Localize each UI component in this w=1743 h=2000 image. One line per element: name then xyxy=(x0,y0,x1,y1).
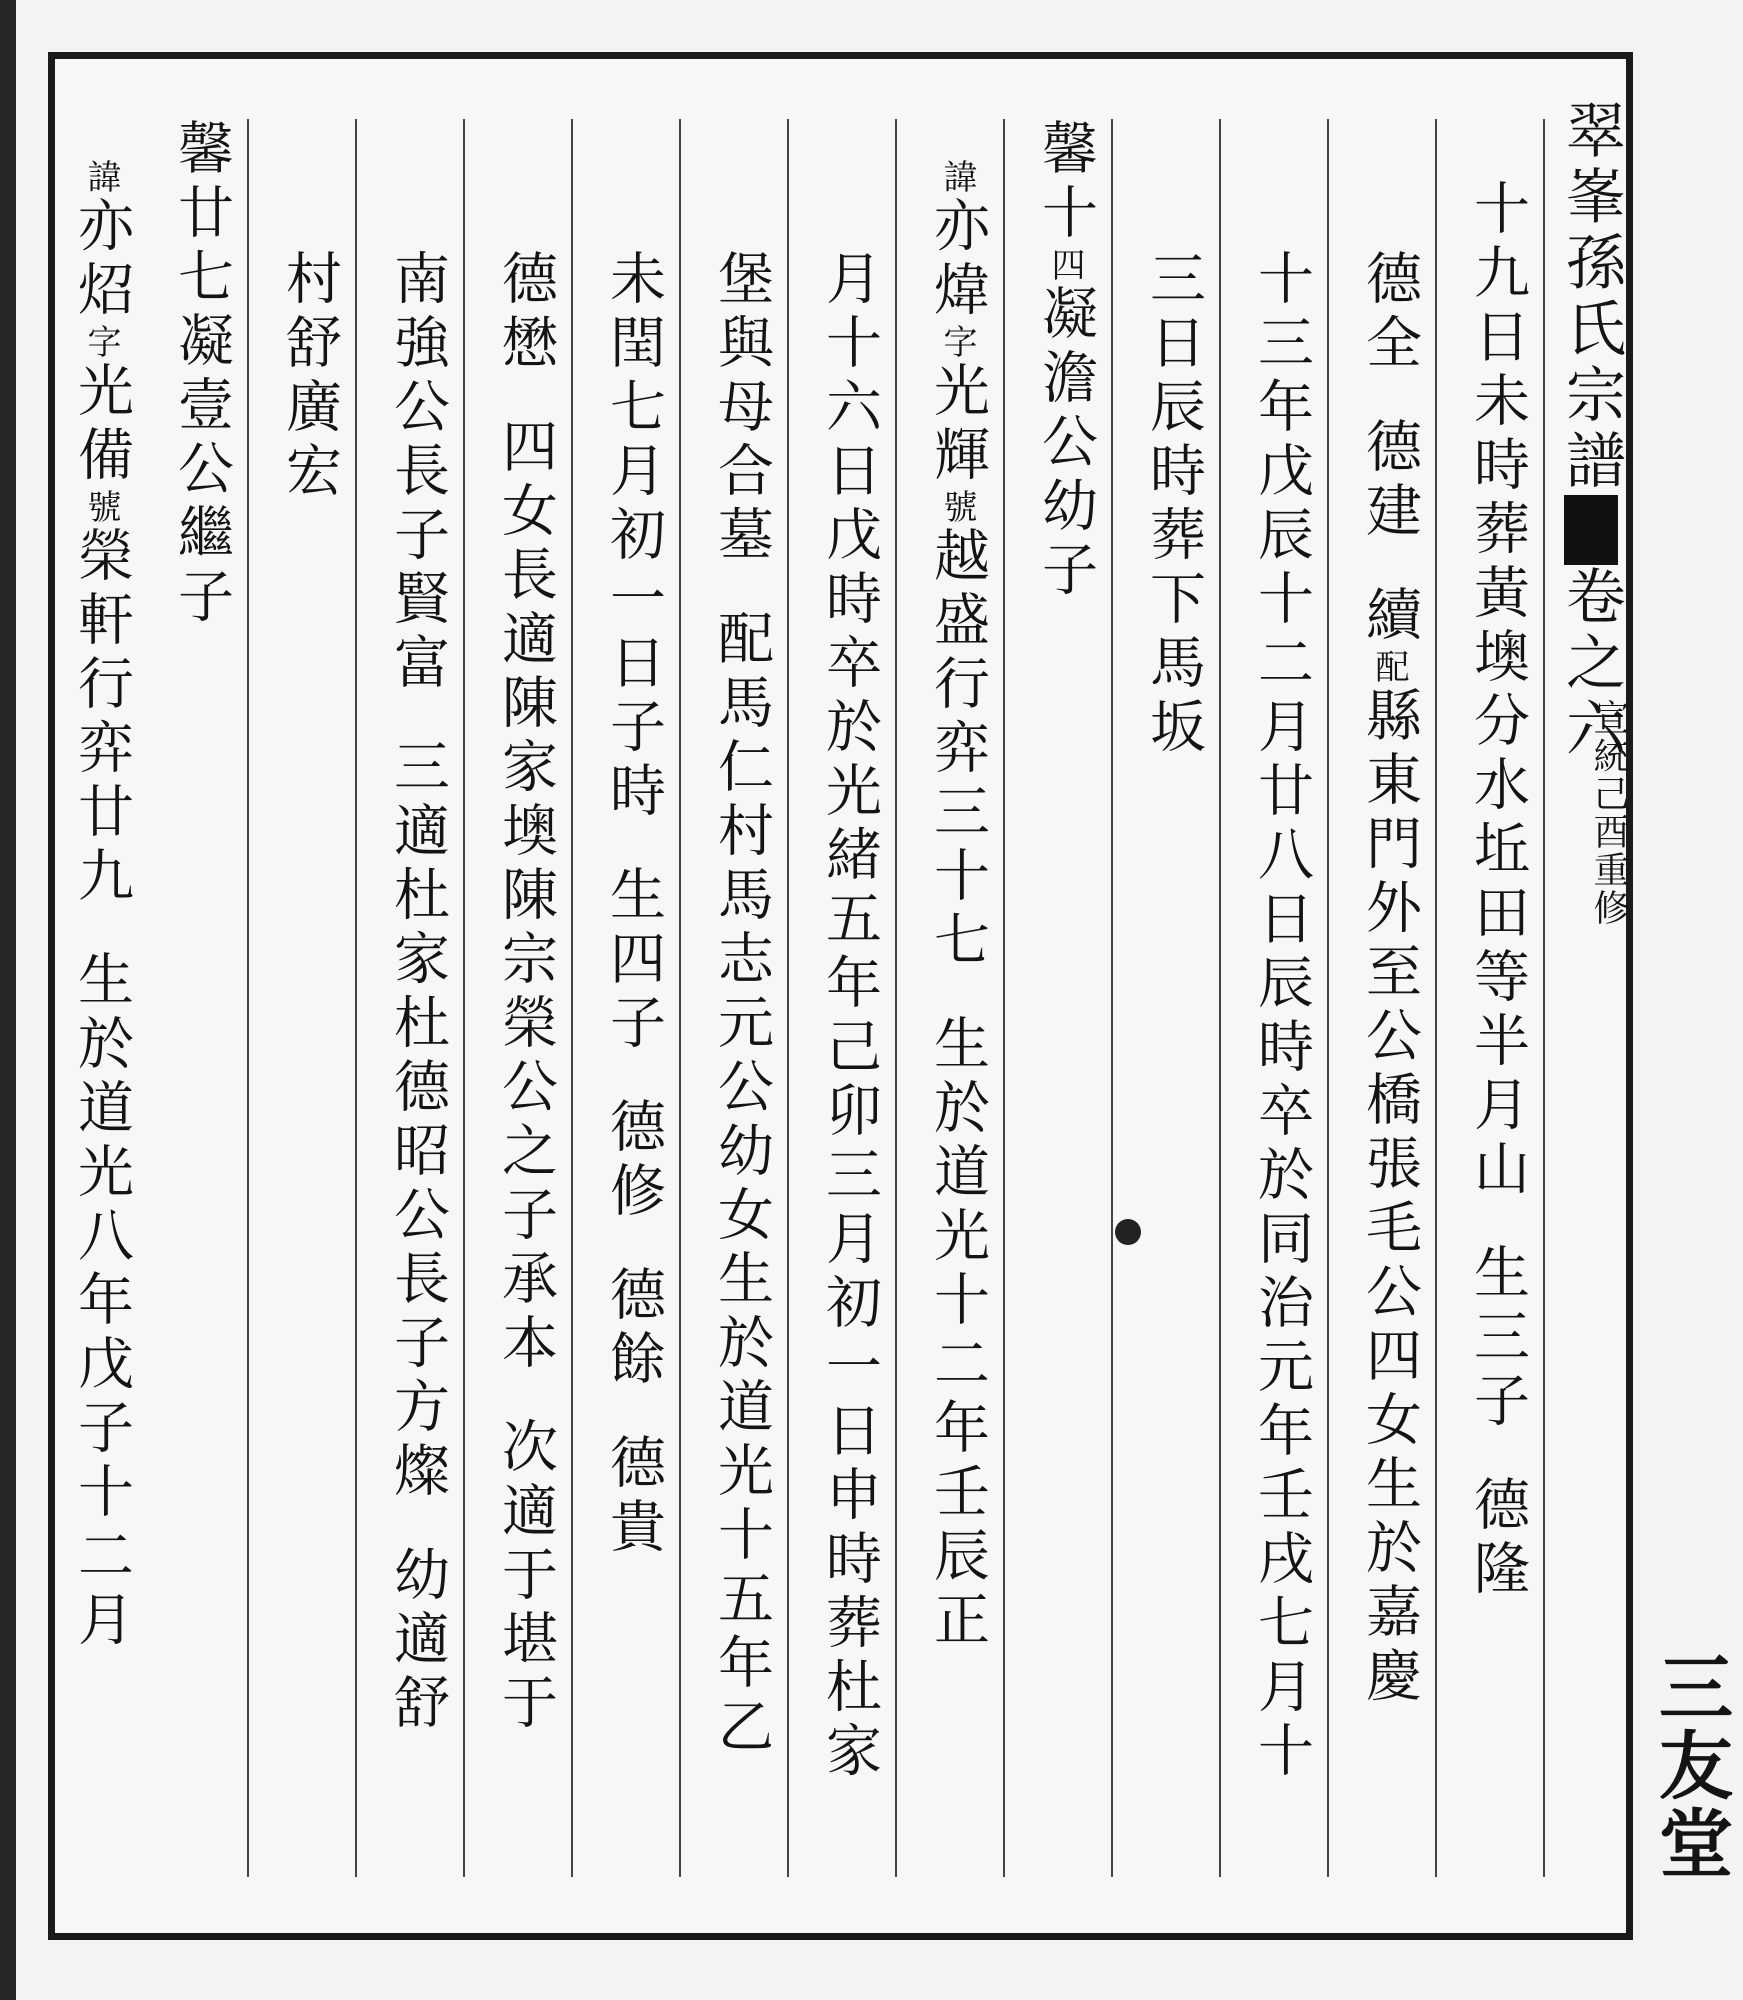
column-rule xyxy=(571,119,573,1877)
column-rule xyxy=(679,119,681,1877)
edition-note: 宣統己酉重修 xyxy=(1588,699,1629,927)
text-run: 十九日未時葬黃墺分水坵田等半月山 xyxy=(1465,179,1530,1203)
column-rule xyxy=(1327,119,1329,1877)
small-annotation: 字 xyxy=(81,324,121,361)
text-column-14 xyxy=(55,159,147,1654)
volume-text: 卷之六 xyxy=(1556,565,1626,763)
text-column-4 xyxy=(1127,249,1219,761)
text-run: 生於道光八年戊子十二月 xyxy=(69,950,134,1654)
text-column-3 xyxy=(1235,249,1327,1785)
black-fishtail-marker xyxy=(1564,495,1618,565)
text-column-1 xyxy=(1451,179,1543,1603)
text-run: 德修 xyxy=(601,1097,666,1225)
text-run: 德全 xyxy=(1357,249,1422,377)
text-column-7 xyxy=(803,249,895,1785)
page-frame xyxy=(48,52,1733,1940)
hall-name: 三友堂 xyxy=(1647,1649,1733,1883)
text-run: 配馬仁村馬志元公幼女生於道光十五年乙 xyxy=(709,609,774,1761)
text-run: 南強公長子賢富 xyxy=(385,249,450,697)
column-rule xyxy=(463,119,465,1877)
small-annotation: 字 xyxy=(937,324,977,361)
text-run: 德隆 xyxy=(1465,1475,1530,1603)
small-annotation: 號 xyxy=(937,489,977,526)
book-binding-edge xyxy=(0,0,16,2000)
text-column-8 xyxy=(695,249,787,1761)
column-rule xyxy=(355,119,357,1877)
text-run: 德貴 xyxy=(601,1433,666,1561)
column-rule xyxy=(787,119,789,1877)
text-run: 續 xyxy=(1357,585,1422,649)
book-title xyxy=(1545,99,1637,763)
ink-spot xyxy=(1115,1219,1141,1245)
text-run: 德建 xyxy=(1357,417,1422,545)
small-annotation: 四 xyxy=(1045,247,1085,284)
column-rule xyxy=(1111,119,1113,1877)
text-run: 凝澹公幼子 xyxy=(1033,284,1098,604)
text-column-9 xyxy=(587,249,679,1561)
text-run: 三適杜家杜德昭公長子方燦 xyxy=(385,737,450,1505)
column-rule xyxy=(1435,119,1437,1877)
text-run: 光備 xyxy=(69,361,134,489)
small-annotation: 配 xyxy=(1369,649,1409,686)
text-run: 德餘 xyxy=(601,1265,666,1393)
text-column-12 xyxy=(263,249,355,505)
text-run: 三日辰時葬下馬坂 xyxy=(1141,249,1206,761)
text-run: 馨廿七凝壹公繼子 xyxy=(169,119,234,631)
text-run: 四女長適陳家墺陳宗榮公之子承本 xyxy=(493,417,558,1377)
text-run: 德懋 xyxy=(493,249,558,377)
text-run: 村舒廣宏 xyxy=(277,249,342,505)
column-rule xyxy=(895,119,897,1877)
text-run: 光輝 xyxy=(925,361,990,489)
small-annotation: 諱 xyxy=(81,159,121,196)
text-run: 生於道光十二年壬辰正 xyxy=(925,1014,990,1654)
text-run: 堡與母合墓 xyxy=(709,249,774,569)
text-column-10 xyxy=(479,249,571,1737)
text-column-11 xyxy=(371,249,463,1737)
text-column-13 xyxy=(155,119,247,631)
text-run: 馨十 xyxy=(1033,119,1098,247)
title-column xyxy=(1545,59,1637,1939)
small-annotation: 號 xyxy=(81,489,121,526)
text-column-5 xyxy=(1019,119,1111,604)
text-run: 月十六日戊時卒於光緒五年己卯三月初一日申時葬杜家 xyxy=(817,249,882,1785)
column-rule xyxy=(247,119,249,1877)
text-run: 生三子 xyxy=(1465,1243,1530,1435)
text-column-2 xyxy=(1343,249,1435,1710)
text-run: 幼適舒 xyxy=(385,1545,450,1737)
column-rule xyxy=(1219,119,1221,1877)
title-text: 翠峯孫氏宗譜 xyxy=(1556,99,1626,495)
text-run: 次適于堪于 xyxy=(493,1417,558,1737)
small-annotation: 諱 xyxy=(937,159,977,196)
text-run: 未閏七月初一日子時 xyxy=(601,249,666,825)
text-run: 縣東門外至公橋張毛公四女生於嘉慶 xyxy=(1357,686,1422,1710)
text-run: 十三年戊辰十二月廿八日辰時卒於同治元年壬戌七月十 xyxy=(1249,249,1314,1785)
column-rule xyxy=(1003,119,1005,1877)
text-run: 亦煒 xyxy=(925,196,990,324)
text-run: 亦炤 xyxy=(69,196,134,324)
text-run: 榮軒行弈廿九 xyxy=(69,526,134,910)
text-run: 生四子 xyxy=(601,865,666,1057)
text-column-6 xyxy=(911,159,1003,1654)
text-run: 越盛行弈三十七 xyxy=(925,526,990,974)
